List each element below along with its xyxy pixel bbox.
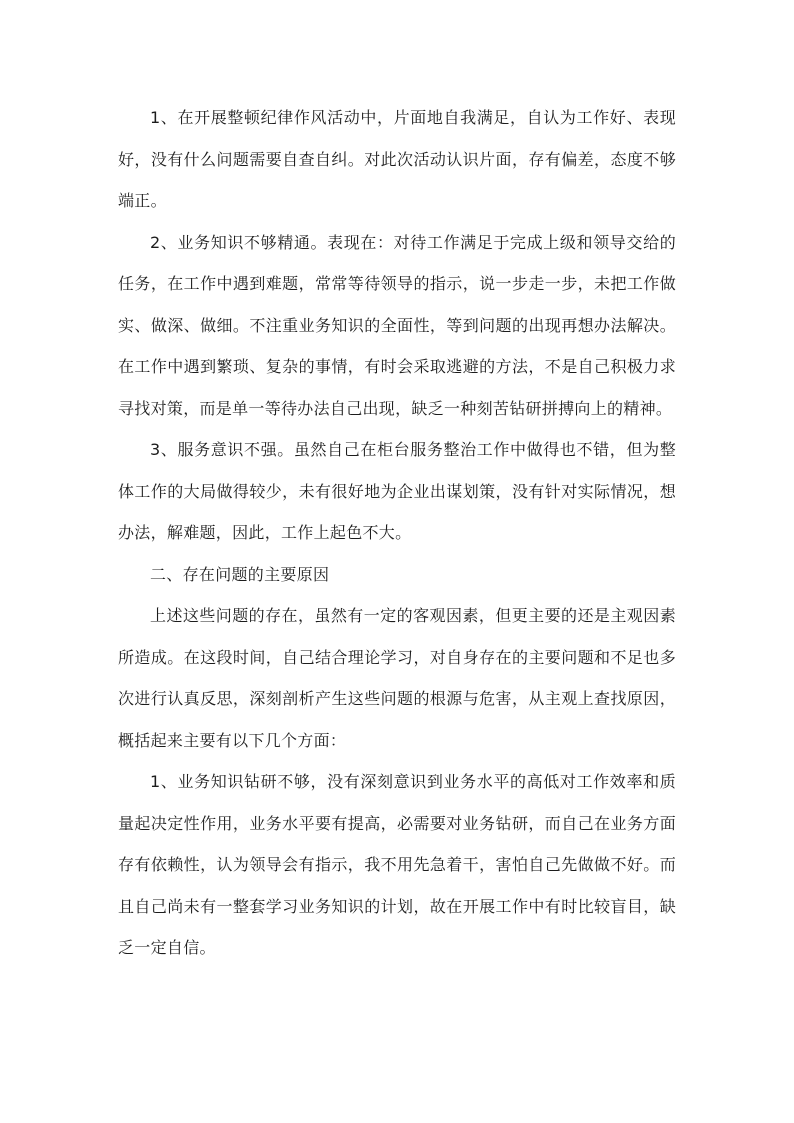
section-heading-main-causes: 二、存在问题的主要原因 xyxy=(150,564,330,584)
paragraph-point-3-service-awareness: 3、服务意识不强。虽然自己在柜台服务整治工作中做得也不错，但为整体工作的大局做得较少，未有很好地为企业出谋划策，没有针对实际情况，想办法，解难题，因此，工作上起色不大。 xyxy=(118,440,676,542)
paragraph-point-2-business-knowledge: 2、业务知识不够精通。表现在：对待工作满足于完成上级和领导交给的任务，在工作中遇到难题，常常等待领导的指示，说一步走一步，未把工作做实、做深、做细。不注重业务知识的全面性，等到问题的出现再想办法解决。在工作中遇到繁琐、复杂的事情，有时会采取逃避的方法，不是自己积极力求寻找对策，而是单一等待办法自己出现，缺乏一种刻苦钻研拼搏向上的精神。 xyxy=(118,232,676,418)
paragraph-cause-1-insufficient-study: 1、业务知识钻研不够，没有深刻意识到业务水平的高低对工作效率和质量起决定性作用，业务水平要有提高，必需要对业务钻研，而自己在业务方面存有依赖性，认为领导会有指示，我不用先急着干，害怕自己先做做不好。而且自己尚未有一整套学习业务知识的计划，故在开展工作中有时比较盲目，缺乏一定自信。 xyxy=(118,772,676,957)
paragraph-causes-intro: 上述这些问题的存在，虽然有一定的客观因素，但更主要的还是主观因素所造成。在这段时间，自己结合理论学习，对自身存在的主要问题和不足也多次进行认真反思，深刻剖析产生这些问题的根源与危害，从主观上查找原因，概括起来主要有以下几个方面： xyxy=(118,606,676,750)
document-body xyxy=(118,97,676,969)
paragraph-point-1-attitude: 1、在开展整顿纪律作风活动中，片面地自我满足，自认为工作好、表现好，没有什么问题需要自查自纠。对此次活动认识片面，存有偏差，态度不够端正。 xyxy=(118,108,676,210)
